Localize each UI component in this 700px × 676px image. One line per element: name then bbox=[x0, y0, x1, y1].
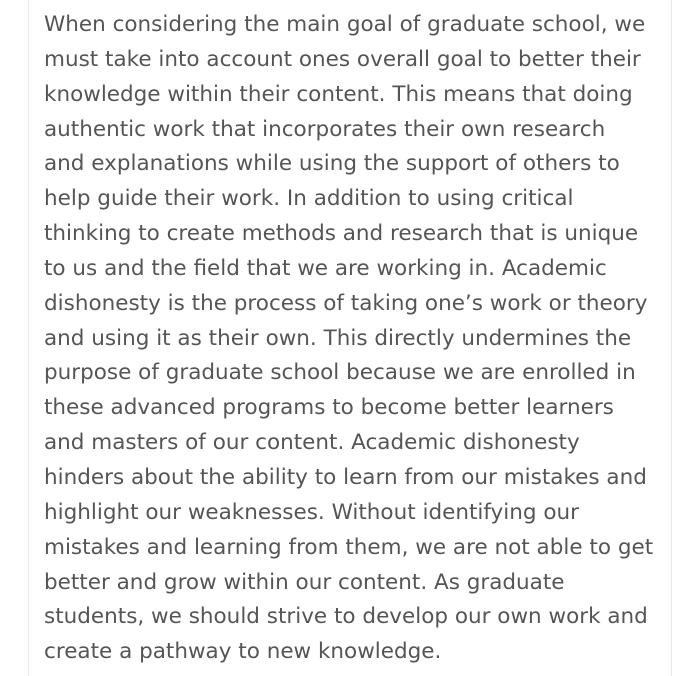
paragraph-line: When considering the main goal of graduate school, we bbox=[44, 12, 646, 37]
paragraph-line: dishonesty is the process of taking one’s work or theory bbox=[44, 290, 648, 316]
paragraph-line: authentic work that incorporates their own research bbox=[44, 116, 606, 142]
paragraph-line: hinders about the ability to learn from our mistakes and bbox=[44, 464, 647, 490]
paragraph-line: thinking to create methods and research that is unique bbox=[44, 221, 639, 247]
paragraph-line: better and grow within our content. As graduate bbox=[44, 569, 565, 595]
paragraph-line: and explanations while using the support of others to bbox=[44, 151, 620, 177]
body-paragraph bbox=[44, 8, 674, 670]
paragraph-line: to us and the field that we are working in. Academic bbox=[44, 255, 607, 281]
paragraph-line: help guide their work. In addition to using critical bbox=[44, 186, 574, 212]
paragraph-line: these advanced programs to become better learners bbox=[44, 395, 614, 421]
paragraph-line: knowledge within their content. This means that doing bbox=[44, 81, 633, 107]
document-page bbox=[28, 0, 672, 676]
paragraph-line: highlight our weaknesses. Without identifying our bbox=[44, 499, 579, 525]
paragraph-line: create a pathway to new knowledge. bbox=[44, 639, 442, 665]
paragraph-line: and masters of our content. Academic dishonesty bbox=[44, 430, 580, 456]
paragraph-line: purpose of graduate school because we are enrolled in bbox=[44, 360, 636, 386]
paragraph-line: mistakes and learning from them, we are not able to get bbox=[44, 534, 654, 560]
paragraph-line: must take into account ones overall goal to better their bbox=[44, 46, 641, 72]
paragraph-line: students, we should strive to develop our own work and bbox=[44, 604, 648, 630]
paragraph-line: and using it as their own. This directly undermines the bbox=[44, 325, 632, 351]
